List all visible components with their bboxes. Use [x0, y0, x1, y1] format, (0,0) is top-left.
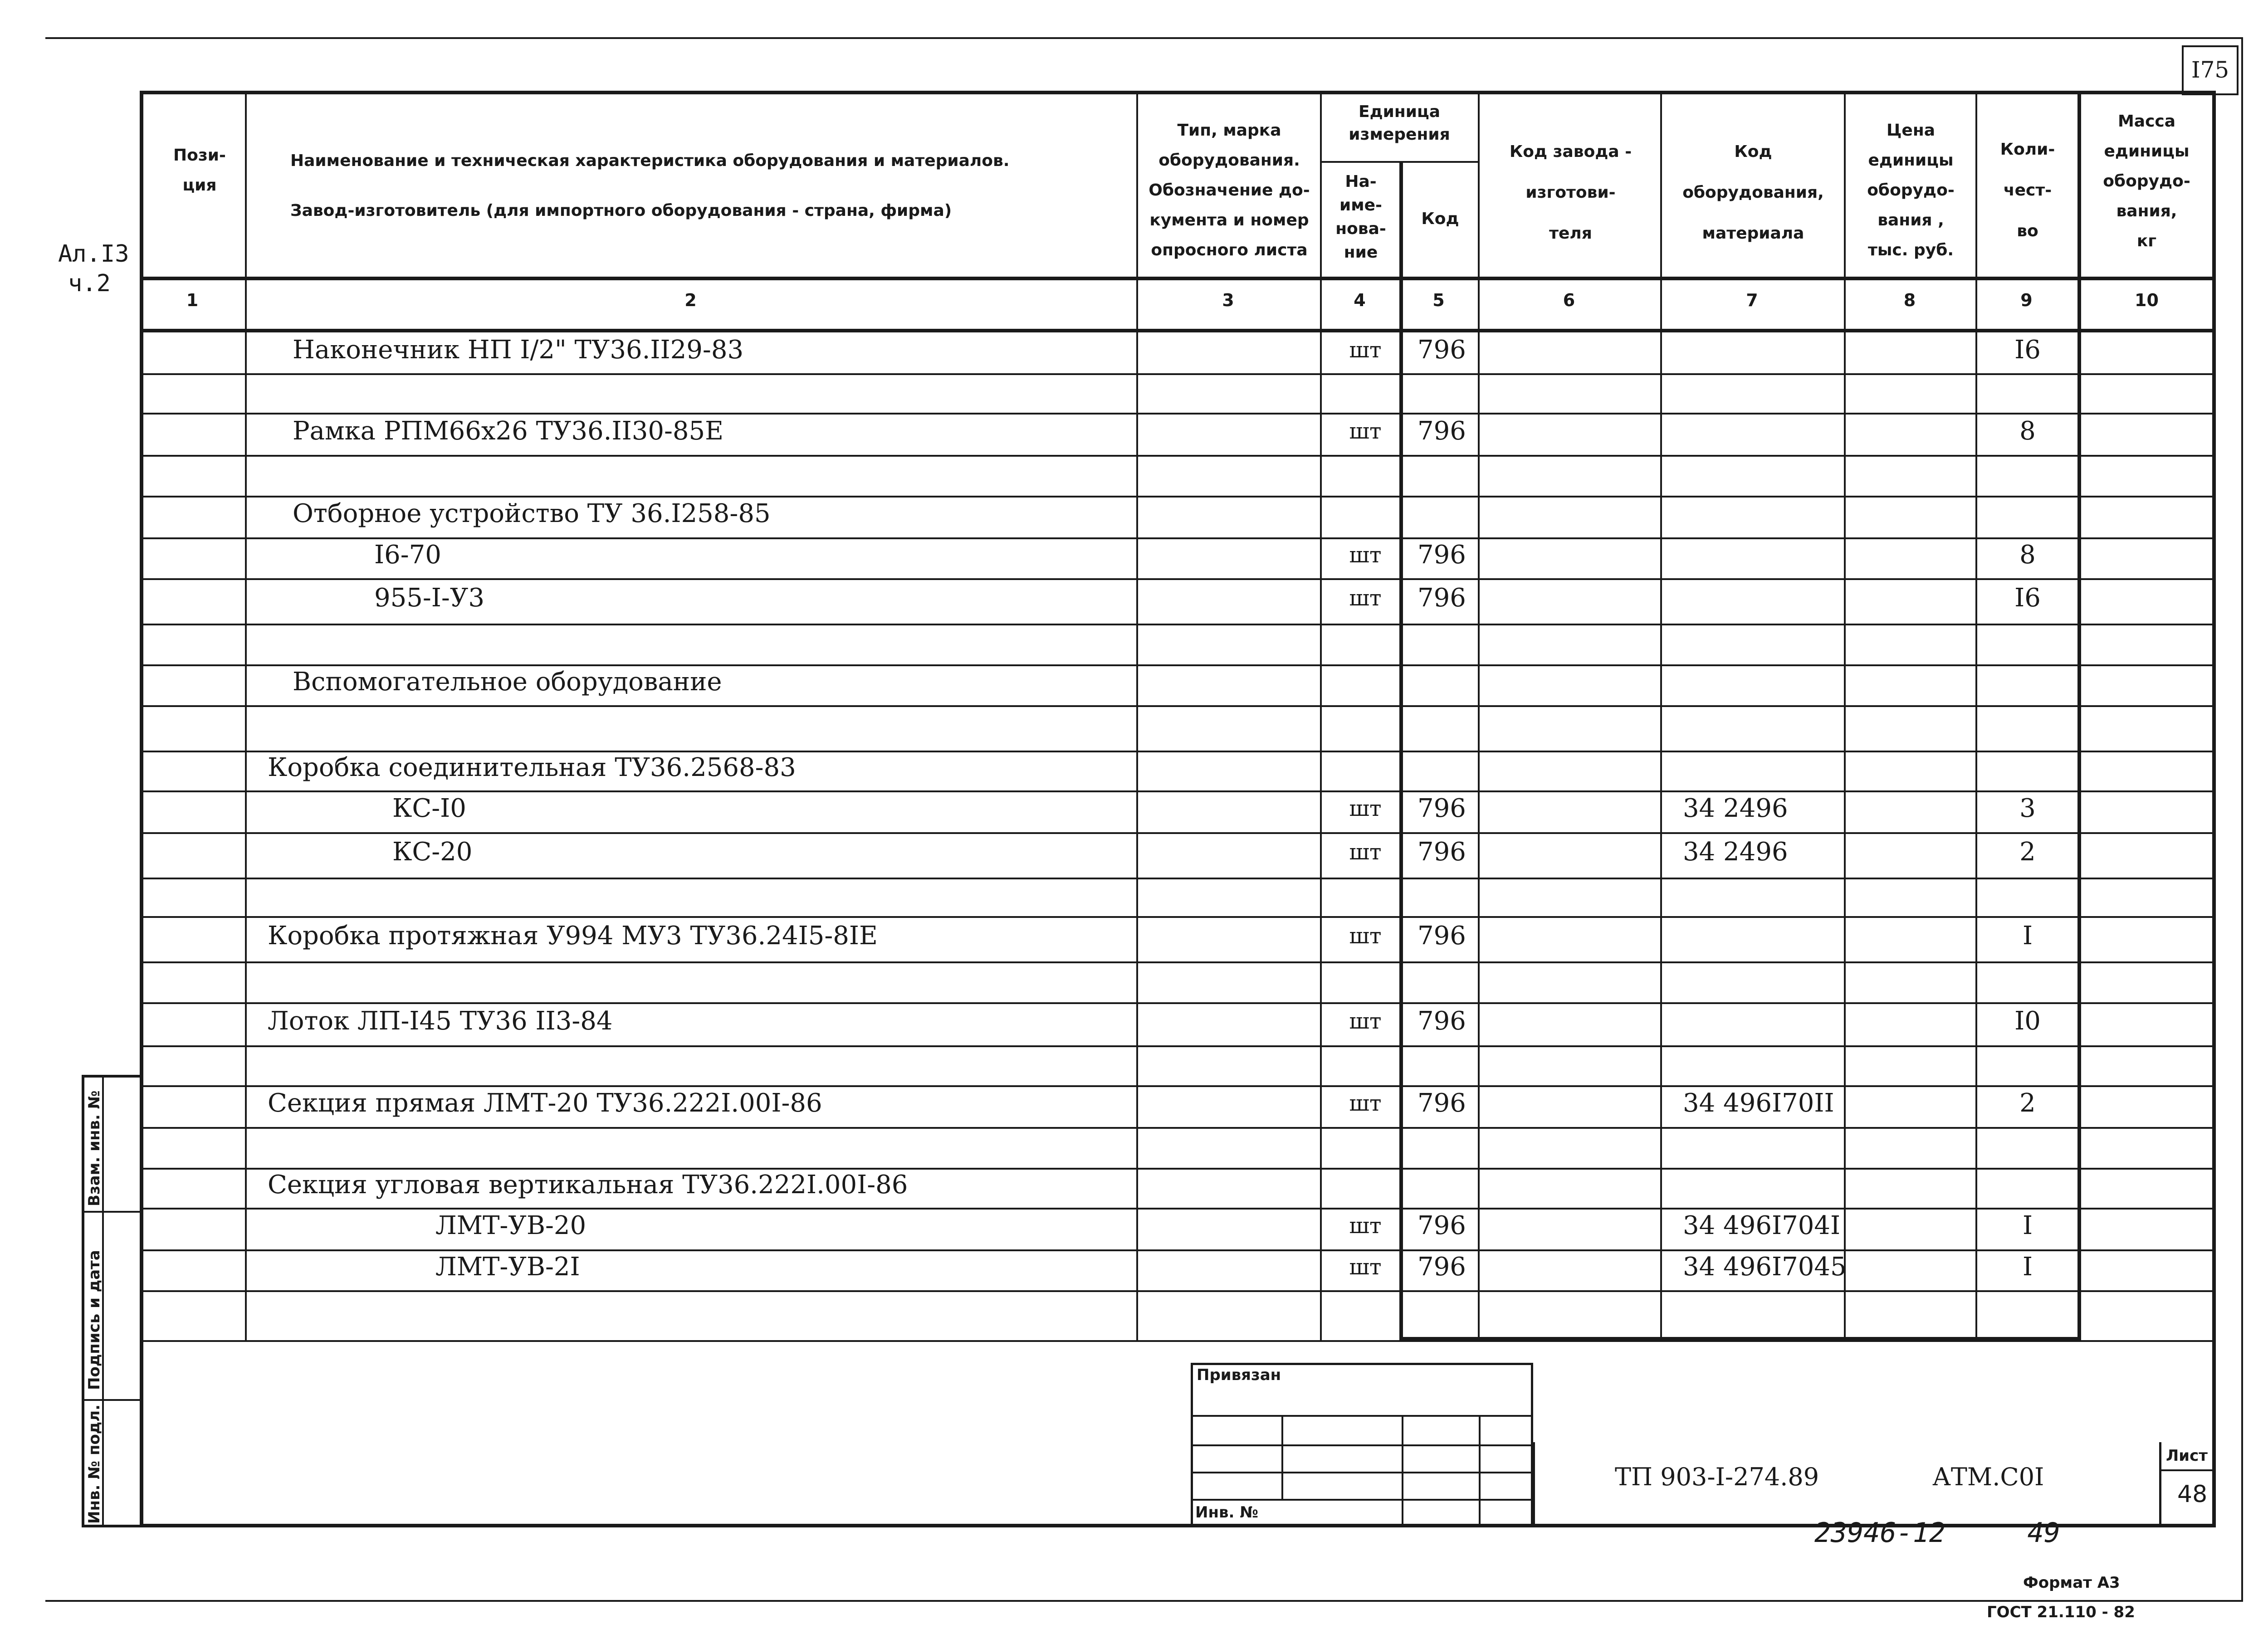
row-divider — [140, 624, 2216, 625]
row-divider — [140, 705, 2216, 707]
row-divider — [140, 1208, 2216, 1210]
row-material-code: 34 2496 — [1683, 794, 1788, 823]
row-material-code: 34 496I7045 — [1683, 1252, 1847, 1282]
left-strip-label-3: Инв. № подл. — [85, 1404, 103, 1524]
header-col4: На- име- нова- ние — [1335, 172, 1386, 262]
row-quantity: 2 — [2019, 1088, 2036, 1118]
document-code: ТП 903-I-274.89 — [1615, 1463, 1819, 1491]
row-unit: шт — [1349, 1254, 1382, 1280]
row-code: 796 — [1418, 837, 1466, 867]
title-block-left — [1533, 1442, 1535, 1527]
row-name: Секция угловая вертикальная ТУ36.222I.00I-86 — [268, 1170, 908, 1200]
row-quantity: I — [2022, 1211, 2033, 1240]
handwritten-number: 23946-12 49 — [1814, 1517, 2060, 1549]
privyazan-row-2 — [1191, 1444, 1533, 1446]
row-code: 796 — [1418, 335, 1466, 365]
row-divider — [140, 413, 2216, 415]
row-unit: шт — [1349, 337, 1382, 363]
frame-top-line — [45, 37, 2243, 39]
row-name: Секция прямая ЛМТ-20 ТУ36.222I.00I-86 — [268, 1088, 822, 1118]
row-code: 796 — [1418, 1211, 1466, 1240]
row-divider — [140, 1085, 2216, 1087]
row-code: 796 — [1418, 921, 1466, 951]
privyazan-label: Привязан — [1197, 1366, 1281, 1384]
row-name: ЛМТ-УВ-20 — [435, 1211, 587, 1240]
row-unit: шт — [1349, 1008, 1382, 1034]
row-quantity: 2 — [2019, 837, 2036, 867]
row-quantity: I — [2022, 1252, 2033, 1282]
col-number: 5 — [1432, 290, 1445, 310]
table-body-end — [140, 1340, 2216, 1342]
row-quantity: 3 — [2019, 794, 2036, 823]
row-quantity: I6 — [2014, 335, 2041, 365]
row-quantity: I6 — [2014, 583, 2041, 613]
row-divider — [140, 1290, 2216, 1292]
numbers-bottom-line — [140, 329, 2216, 332]
row-material-code: 34 2496 — [1683, 837, 1788, 867]
row-material-code: 34 496I70II — [1683, 1088, 1834, 1118]
row-name: ЛМТ-УВ-2I — [435, 1252, 580, 1282]
header-col5: Код — [1421, 210, 1459, 228]
header-col3: Тип, марка оборудования. Обозначение до- кумента и номер опросного листа — [1149, 121, 1310, 259]
frame-right-line — [2241, 37, 2243, 1602]
row-unit: шт — [1349, 923, 1382, 949]
row-quantity: I0 — [2014, 1006, 2041, 1036]
row-quantity: 8 — [2019, 540, 2036, 570]
frame-bottom-line — [45, 1600, 2243, 1602]
row-divider — [140, 790, 2216, 792]
row-divider — [140, 1045, 2216, 1047]
privyazan-col-1 — [1281, 1415, 1283, 1499]
privyazan-row-1 — [1191, 1415, 1533, 1417]
row-divider — [140, 916, 2216, 918]
left-strip-label-2: Подпись и дата — [85, 1250, 103, 1390]
row-unit: шт — [1349, 796, 1382, 821]
document-suffix: АТМ.С0I — [1932, 1463, 2044, 1491]
sheet-number: 48 — [2177, 1481, 2208, 1508]
col-number: 2 — [684, 290, 697, 310]
privyazan-col-2 — [1402, 1415, 1403, 1526]
unit-group-line — [1320, 161, 1479, 163]
row-divider — [140, 578, 2216, 580]
row-name: Коробка соединительная ТУ36.2568-83 — [268, 753, 796, 782]
privyazan-col-3 — [1479, 1415, 1481, 1526]
row-code: 796 — [1418, 794, 1466, 823]
row-name: Рамка РПМ66х26 ТУ36.II30-85Е — [293, 416, 724, 446]
row-name: Лоток ЛП-I45 ТУ36 II3-84 — [268, 1006, 613, 1036]
left-strip-cut-1 — [82, 1211, 143, 1213]
row-unit: шт — [1349, 418, 1382, 444]
row-name: 955-I-У3 — [374, 583, 484, 613]
row-code: 796 — [1418, 1088, 1466, 1118]
row-divider — [140, 961, 2216, 963]
header-col7: Код оборудования, материала — [1682, 142, 1824, 243]
row-code: 796 — [1418, 583, 1466, 613]
header-col1: Пози- ция — [173, 146, 226, 195]
row-code: 796 — [1418, 1252, 1466, 1282]
gost-label: ГОСТ 21.110 - 82 — [1987, 1603, 2135, 1621]
row-unit: шт — [1349, 1213, 1382, 1239]
row-quantity: I — [2022, 921, 2033, 951]
page-number: I75 — [2191, 57, 2229, 83]
row-unit: шт — [1349, 839, 1382, 865]
inv-no-label: Инв. № — [1195, 1503, 1259, 1522]
row-divider — [140, 537, 2216, 539]
col-number: 10 — [2135, 290, 2159, 310]
page-number-box — [2182, 45, 2239, 95]
header-unit-group: Единица измерения — [1349, 102, 1450, 144]
col-number: 9 — [2020, 290, 2033, 310]
row-divider — [140, 832, 2216, 834]
col-number: 4 — [1354, 290, 1366, 310]
row-divider — [140, 1002, 2216, 1004]
privyazan-row-3 — [1191, 1472, 1533, 1473]
left-strip-cut-2 — [82, 1399, 143, 1401]
row-divider — [140, 496, 2216, 498]
row-code: 796 — [1418, 540, 1466, 570]
col-number: 6 — [1563, 290, 1575, 310]
header-col2: Наименование и техническая характеристика оборудования и материалов. Завод-изготовитель (для импортного оборудования - страна, фирма) — [290, 151, 1010, 220]
row-name: Отборное устройство ТУ 36.I258-85 — [293, 499, 771, 528]
left-strip-label-1: Взам. инв. № — [85, 1090, 103, 1206]
header-col10: Масса единицы оборудо- вания, кг — [2103, 112, 2190, 250]
header-bottom-line — [140, 277, 2216, 280]
row-divider — [140, 455, 2216, 457]
col-number: 3 — [1222, 290, 1234, 310]
row-quantity: 8 — [2019, 416, 2036, 446]
col-number: 1 — [186, 290, 199, 310]
row-unit: шт — [1349, 542, 1382, 568]
sheet-label: Лист — [2166, 1447, 2208, 1465]
row-divider — [140, 373, 2216, 375]
header-col9: Коли- чест- во — [2000, 140, 2055, 240]
row-divider — [140, 878, 2216, 879]
sheet-box-divider — [2159, 1469, 2216, 1471]
col-number: 8 — [1903, 290, 1916, 310]
row-name: I6-70 — [374, 540, 441, 570]
row-name: Наконечник НП I/2" ТУ36.II29-83 — [293, 335, 744, 365]
col-number: 7 — [1746, 290, 1758, 310]
row-name: КС-I0 — [392, 794, 466, 823]
row-code: 796 — [1418, 416, 1466, 446]
row-material-code: 34 496I704I — [1683, 1211, 1841, 1240]
row-code: 796 — [1418, 1006, 1466, 1036]
row-name: КС-20 — [392, 837, 473, 867]
row-unit: шт — [1349, 585, 1382, 611]
row-name: Коробка протяжная У994 МУ3 ТУ36.24I5-8IЕ — [268, 921, 878, 951]
format-label: Формат А3 — [2023, 1574, 2120, 1592]
row-name: Вспомогательное оборудование — [293, 667, 722, 697]
side-label-line1: Ал.I3 — [58, 240, 129, 268]
row-divider — [140, 1127, 2216, 1129]
privyazan-row-4 — [1191, 1499, 1533, 1501]
row-unit: шт — [1349, 1091, 1382, 1116]
header-col8: Цена единицы оборудо- вания , тыс. руб. — [1867, 121, 1955, 259]
header-col6: Код завода - изготови- теля — [1509, 142, 1632, 243]
side-label-line2: ч.2 — [68, 270, 111, 297]
